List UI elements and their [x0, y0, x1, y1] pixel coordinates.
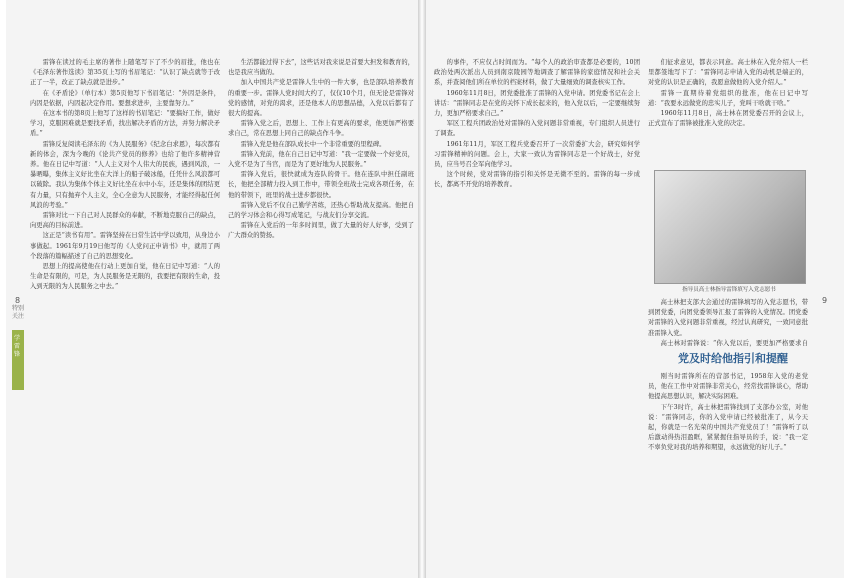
article-column-6 — [648, 372, 808, 562]
paragraph: 雷锋入党前，他在自己日记中写道：“我一定要做一个好党员，入党不是为了当官，而是为了更好地为人民服务。” — [228, 150, 414, 169]
paragraph: 雷锋在入党后的一年多时间里，做了大量的好人好事，受到了广大群众的赞扬。 — [228, 222, 414, 240]
article-column-3 — [434, 58, 640, 558]
paragraph: 雷锋在读过的毛主席的著作上随笔写下了不少的眉批，他也在《毛泽东著作选读》第35页上写的书眉笔记：“认识了缺点就等于改正了一半，改正了缺点就是进步。” — [30, 59, 220, 87]
paragraph: 雷锋入党后，很快就成为连队的骨干。他在连队中担任副班长，他把全部精力投入到工作中，带领全班战士完成各项任务，在他的带领下，班里的战士进步都很快。 — [228, 171, 414, 199]
paragraph: 这个时候，党对雷锋的指引和关怀是无微不至的。雷锋的每一步成长，都离不开党的培养教育。 — [434, 171, 640, 189]
page-gutter — [418, 0, 426, 578]
article-column-1 — [30, 58, 220, 558]
paragraph: 雷锋入党之后，思想上、工作上有更高的要求，他更加严格要求自己，常在思想上同自己的缺点作斗争。 — [228, 120, 414, 138]
paragraph: 在《矛盾论》（单行本）第5页他写下书眉笔记：“外因是条件，内因是依据，内因起决定作用。要想求进步，主要靠努力。” — [30, 89, 220, 107]
section-heading: 党及时给他指引和提醒 — [678, 352, 788, 365]
paragraph: 生活都能过得下去”，这些话对我来说是首要大担发和教育的，也是我应当做的。 — [228, 59, 414, 77]
paragraph: 思想上的提高使他在行动上更加自觉，他在日记中写道：“人的生命是有限的，可是，为人民服务是无限的，我要把有限的生命，投入到无限的为人民服务之中去。” — [30, 263, 220, 291]
paragraph: 雷锋一直期待着党组织的批准，他在日记中写道：“我要永远做党的忠实儿子，党叫干啥就干啥。” — [648, 89, 808, 107]
paragraph: 雷锋入党后不仅自己勤学苦练，还热心帮助战友提高。他把自己的学习体会和心得写成笔记，与战友们分享交流。 — [228, 201, 414, 220]
paragraph: 加入中国共产党是雷锋人生中的一件大事，也是部队培养教育的重要一步。雷锋人党时间大约了，仅仅10个月，但无论是雷锋对党的感情，对党的渴求，还是他本人的思想品德，入党以后都有了很大的提高。 — [228, 79, 414, 118]
page-number-right: 9 — [822, 296, 828, 305]
paragraph: 军区工程兵团政治处对雷锋的入党问题非常重视，专门组织人员进行了调查。 — [434, 120, 640, 138]
page-number-left: 8 — [15, 296, 21, 305]
paragraph: 刚当时雷锋所在的营部书记，1958年入党的老党员，他在工作中对雷锋非常关心，经常找雷锋谈心，帮助他提高思想认识，解决实际困难。 — [648, 373, 808, 401]
paragraph: 的事件，不应仅占时间而为。“每个人的政治审查都是必要的，10团政治处两次派出人员到南京陵园等地调查了解雷锋的家庭情况和社会关系，并查阅他们所在单位的档案材料，做了大量细致的调查核实工作。 — [434, 59, 640, 87]
paragraph: 高士林对雷锋说：“你入党以后，要更加严格要求自 — [660, 339, 808, 347]
section-label: 特别关注 — [12, 305, 25, 320]
historical-photo — [654, 170, 806, 284]
paragraph: 高士林把支部大会通过的雷锋填写的入党志愿书，带到团党委，向团党委领导汇报了雷锋的入党情况。团党委对雷锋的入党问题非常重视，经过认真研究，一致同意批准雷锋入党。 — [648, 299, 808, 337]
paragraph: 雷锋入党是他在部队成长中一个非常重要的里程碑。 — [240, 140, 386, 148]
paragraph: 在这本书的第8页上他写了这样的书眉笔记：“要搞好工作，做好学习，克服困难就是要找矛盾，找出解决矛盾的方法，并努力解决矛盾。” — [30, 110, 220, 138]
paragraph: 雷锋反复阅读毛泽东的《为人民服务》《纪念白求恩》，每次都有新的体会，深为今晚的《论共产党员的修养》也给了他许多精神营养。他在日记中写道：“人人主义对个人伟大的民族，遇到风浪，一暴晒曝，集体主义好比坐在大洋上的船子破冰船，任凭什么风浪都可以破除。我认为集体个体主义好比坐在水中小车，还是集体的团结更有力量，只有抛弃个人主义，全心全意为人民服务，才能经得起任何风浪的考验。” — [30, 140, 220, 209]
paragraph: 下午3时许，高士林把雷锋找到了支部办公室，对他说：“雷锋同志，你的入党申请已经被批准了，从今天起，你就是一名光荣的中国共产党党员了！”雷锋听了以后激动得热泪盈眶，紧紧握住指导员的手，说：“我一定不辜负党对我的培养和期望，永远做党的好儿子。” — [648, 403, 808, 452]
article-column-5 — [648, 298, 808, 348]
article-column-4 — [648, 58, 808, 164]
section-tab-label: 学雷锋 — [14, 335, 21, 358]
paragraph: 们征求意见，都表示同意。高士林在入党介绍人一栏里都签地写下了：“雷锋同志申请入党的动机是端正的，对党的认识是正确的，我愿意做他的入党介绍人。” — [648, 59, 808, 87]
photo-caption: 指导员高士林指导雷锋填写入党志愿书 — [682, 287, 776, 293]
paragraph: 雷锋对比一下自己对人民群众的奉献，不断地克服自己的缺点，向更高的目标前进。 — [30, 212, 220, 230]
article-column-2 — [228, 58, 414, 558]
paragraph: 1961年11月，军区工程兵党委召开了一次常委扩大会，研究如何学习雷锋精神的问题。会上，大家一致认为雷锋同志是一个好战士，好党员，应当号召全军向他学习。 — [434, 140, 640, 169]
paragraph: 1960年11月8日，高士林在团党委召开的会议上，正式宣布了雷锋被批准入党的决定。 — [648, 110, 808, 128]
paragraph: 1960年11月8日，团党委批准了雷锋的入党申请。团党委书记在会上讲话：“雷锋同志是在党的关怀下成长起来的，他入党以后，一定要继续努力，更加严格要求自己。” — [434, 89, 640, 118]
paragraph: 这正是“读书有用”。雷锋坚持在日常生活中学以致用，从身边小事做起。1961年9月19日他写的《人党问正申请书》中，就用了两个段落的篇幅描述了自己的思想变化。 — [30, 232, 220, 260]
